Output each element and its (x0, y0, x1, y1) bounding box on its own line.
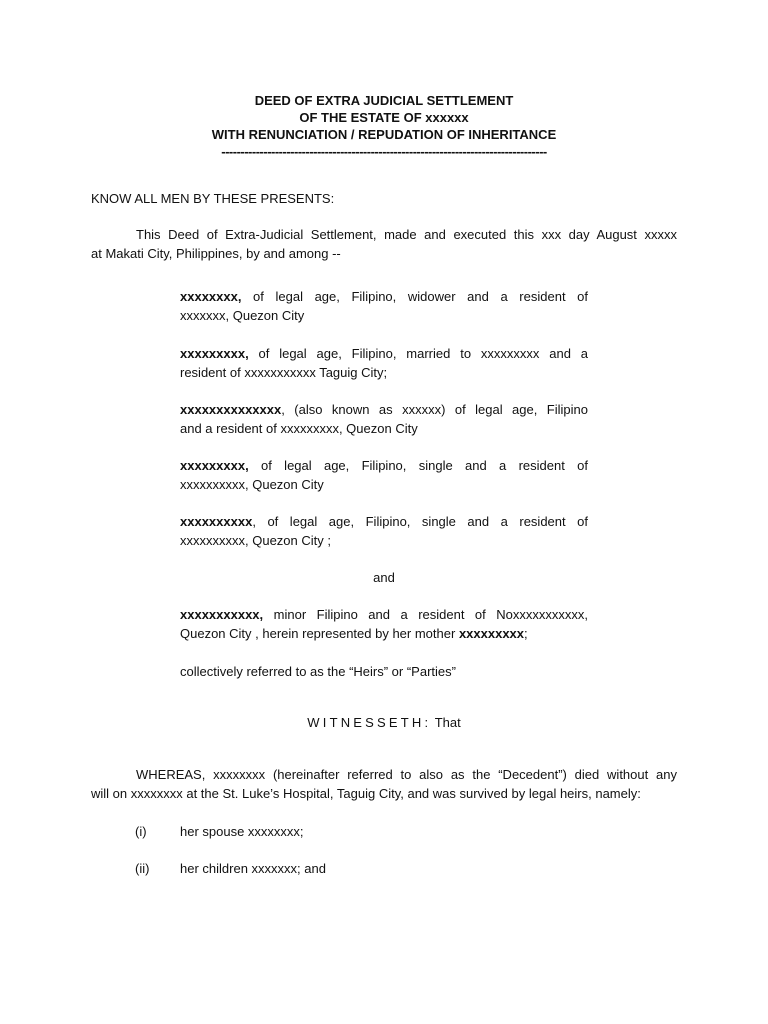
opening-paragraph (91, 225, 677, 263)
opening-line-1: This Deed of Extra-Judicial Settlement, made and executed this xxx day August xxxxx (136, 227, 677, 242)
heir-line-2: and a resident of xxxxxxxxx, Quezon City (180, 421, 418, 436)
enumeration-number: (i) (135, 824, 147, 839)
heir-line-1: xxxxxxxxx, of legal age, Filipino, married to xxxxxxxxx and a (180, 346, 588, 361)
and-separator: and (373, 570, 395, 585)
heir-entry (180, 287, 588, 325)
whereas-line-2: will on xxxxxxxx at the St. Luke’s Hospital, Taguig City, and was survived by legal heirs, namely: (91, 786, 641, 801)
title-line-3: WITH RENUNCIATION / REPUDATION OF INHERITANCE (211, 127, 557, 142)
enumeration-text: her spouse xxxxxxxx; (180, 824, 304, 839)
heir-entry (180, 344, 588, 382)
intro-text: KNOW ALL MEN BY THESE PRESENTS: (91, 191, 335, 206)
document-title (0, 92, 768, 160)
enumeration-number: (ii) (135, 861, 150, 876)
whereas-line-1: WHEREAS, xxxxxxxx (hereinafter referred to also as the “Decedent”) died without any (136, 767, 677, 782)
heir-line-1: xxxxxxxxxxx, minor Filipino and a resident of Noxxxxxxxxxxx, (180, 607, 588, 622)
title-rule: ------------------------------------------------------------------------------------- (221, 144, 547, 159)
whereas-paragraph (91, 765, 677, 803)
heir-entry (180, 512, 588, 550)
heir-name: xxxxxxxx, (180, 289, 242, 304)
heir-line-2: Quezon City , herein represented by her mother xxxxxxxxx; (180, 626, 528, 641)
title-line-1: DEED OF EXTRA JUDICIAL SETTLEMENT (254, 93, 514, 108)
heir-name: xxxxxxxxxxx, (180, 607, 264, 622)
heir-entry (180, 400, 588, 438)
heir-line-1: xxxxxxxx, of legal age, Filipino, widower and a resident of (180, 289, 588, 304)
title-line-2: OF THE ESTATE OF xxxxxx (299, 110, 469, 125)
heir-line-2: xxxxxxxxxx, Quezon City ; (180, 533, 331, 548)
heir-line-1: xxxxxxxxx, of legal age, Filipino, single and a resident of (180, 458, 588, 473)
mother-name: xxxxxxxxx (458, 626, 525, 641)
witnesseth-heading: WITNESSETH: That (307, 715, 461, 730)
heir-line-1: xxxxxxxxxxxxxx, (also known as xxxxxx) of legal age, Filipino (180, 402, 588, 417)
heir-entry (180, 456, 588, 494)
heir-name: xxxxxxxxx, (180, 346, 249, 361)
heir-line-2: xxxxxxxxxx, Quezon City (180, 477, 324, 492)
opening-line-2: at Makati City, Philippines, by and among -- (91, 246, 341, 261)
heir-line-2: resident of xxxxxxxxxxx Taguig City; (180, 365, 388, 380)
enumeration-text: her children xxxxxxx; and (180, 861, 326, 876)
heir-name: xxxxxxxxxxxxxx (180, 402, 282, 417)
collective-reference: collectively referred to as the “Heirs” or “Parties” (180, 664, 456, 679)
heir-line-1: xxxxxxxxxx, of legal age, Filipino, single and a resident of (180, 514, 588, 529)
heir-name: xxxxxxxxx, (180, 458, 249, 473)
heir-name: xxxxxxxxxx (180, 514, 253, 529)
heir-line-2: xxxxxxx, Quezon City (180, 308, 305, 323)
minor-heir-entry (180, 605, 588, 643)
